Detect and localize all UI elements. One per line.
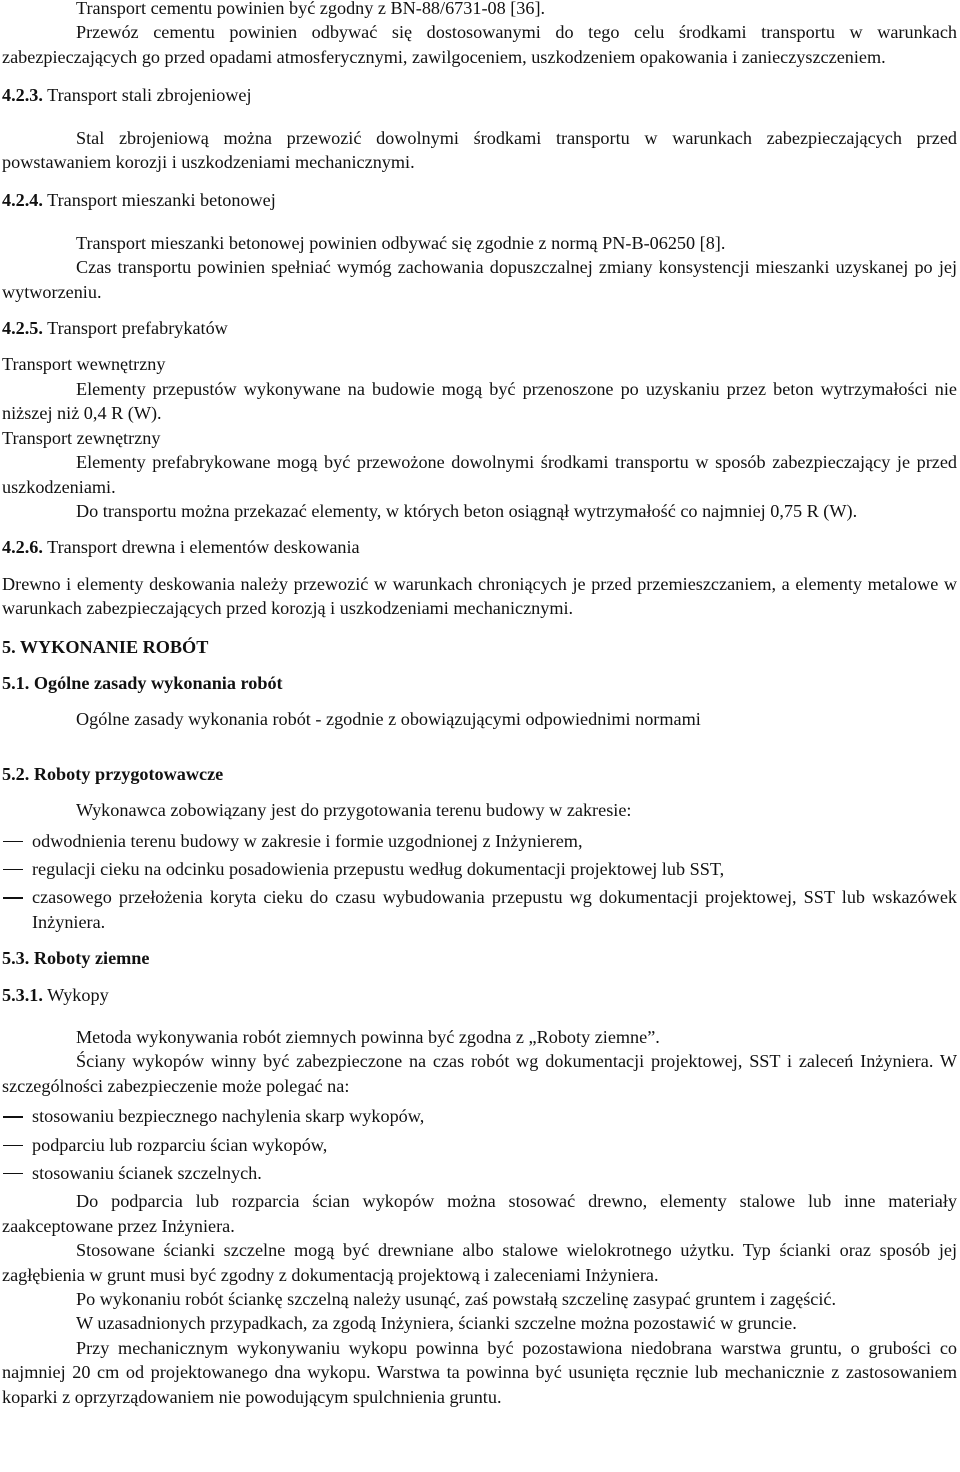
internal-transport-label: Transport wewnętrzny xyxy=(2,354,166,375)
internal-transport-paragraph: Elementy przepustów wykonywane na budowie mogą być przenoszone po uzyskaniu przez beton wytrzymałości nie niższej niż 0,4 R (W). xyxy=(2,378,957,424)
section-title: Transport drewna i elementów deskowania xyxy=(47,537,360,558)
section-5-3-heading: 5.3. Roboty ziemne xyxy=(2,948,150,969)
sheet-removal-paragraph: Po wykonaniu robót ściankę szczelną należy usunąć, zaś powstałą szczelinę zasypać gruntem i zagęścić. xyxy=(76,1289,837,1310)
section-4-2-6-heading xyxy=(2,535,957,559)
list-item: czasowego przełożenia koryta cieku do czasu wybudowania przepustu wg dokumentacji projektowej, SST lub wskazówek Inżyniera. xyxy=(2,885,957,934)
section-5-heading: 5. WYKONANIE ROBÓT xyxy=(2,636,209,657)
section-title: Transport mieszanki betonowej xyxy=(47,190,276,211)
section-number: 4.2.4. xyxy=(2,190,43,211)
section-title: Wykopy xyxy=(47,984,109,1005)
cement-standard-paragraph: Transport cementu powinien być zgodny z BN-88/6731-08 [36]. xyxy=(76,0,546,18)
preparation-list xyxy=(2,829,957,935)
section-5-3-1-heading xyxy=(2,983,957,1007)
external-transport-label: Transport zewnętrzny xyxy=(2,427,161,448)
section-5-1-heading: 5.1. Ogólne zasady wykonania robót xyxy=(2,672,283,693)
sheet-piling-paragraph: Stosowane ścianki szczelne mogą być drewniane albo stalowe wielokrotnego użytku. Typ ścianki oraz sposób jej zagłębienia w grunt musi być zgodny z dokumentacją projektową i zaleceniami Inżyniera. xyxy=(2,1240,957,1285)
mechanical-excavation-paragraph: Przy mechanicznym wykonywaniu wykopu powinna być pozostawiona niedobrana warstwa gruntu, o grubości co najmniej 20 cm od projektowanego dna wykopu. Warstwa ta powinna być usunięta ręcznie lub mechanicznie z zastosowaniem koparki z oprzyrządowaniem nie powodującym spulchnienia gruntu. xyxy=(2,1337,957,1407)
wall-protection-list xyxy=(2,1104,957,1185)
mix-transport-paragraph: Transport mieszanki betonowej powinien odbywać się zgodnie z normą PN-B-06250 [8]. xyxy=(76,232,726,253)
excavation-method-paragraph: Metoda wykonywania robót ziemnych powinna być zgodna z „Roboty ziemne”. xyxy=(76,1027,660,1047)
cement-transport-paragraph: Przewóz cementu powinien odbywać się dostosowanymi do tego celu środkami transportu w warunkach zabezpieczających go przed opadami atmosferycznymi, zawilgoceniem, uszkodzeniem opakowania i zanieczyszczeniem. xyxy=(2,22,957,67)
section-title: Transport stali zbrojeniowej xyxy=(47,85,252,106)
external-transport-strength-paragraph: Do transportu można przekazać elementy, w których beton osiągnął wytrzymałość co najmniej 0,75 R (W). xyxy=(76,500,858,521)
support-materials-paragraph: Do podparcia lub rozparcia ścian wykopów można stosować drewno, elementy stalowe lub inne materiały zaakceptowane przez Inżyniera. xyxy=(2,1191,957,1236)
steel-transport-paragraph: Stal zbrojeniową można przewozić dowolnymi środkami transportu w warunkach zabezpieczających przed powstawaniem korozji i uszkodzeniami mechanicznymi. xyxy=(2,127,957,173)
list-item: stosowaniu bezpiecznego nachylenia skarp wykopów, xyxy=(2,1104,957,1128)
wood-transport-paragraph: Drewno i elementy deskowania należy przewozić w warunkach chroniących je przed przemieszczaniem, a elementy metalowe w warunkach zabezpieczających przed korozją i uszkodzeniami mechanicznymi. xyxy=(2,573,957,619)
sheet-leave-paragraph: W uzasadnionych przypadkach, za zgodą Inżyniera, ścianki szczelne można pozostawić w gruncie. xyxy=(76,1313,797,1334)
external-transport-paragraph: Elementy prefabrykowane mogą być przewożone dowolnymi środkami transportu w sposób zabezpieczający je przed uszkodzeniami. xyxy=(2,452,957,497)
excavation-walls-paragraph: Ściany wykopów winny być zabezpieczone na czas robót wg dokumentacji projektowej, SST i zaleceń Inżyniera. W szczególności zabezpieczenie może polegać na: xyxy=(2,1051,957,1096)
general-rules-paragraph: Ogólne zasady wykonania robót - zgodnie z obowiązującymi odpowiednimi normami xyxy=(76,709,701,730)
list-item: regulacji cieku na odcinku posadowienia przepustu według dokumentacji projektowej lub SST, xyxy=(2,857,957,881)
section-4-2-4-heading xyxy=(2,188,957,212)
section-4-2-3-heading xyxy=(2,83,957,107)
list-item: stosowaniu ścianek szczelnych. xyxy=(2,1161,957,1185)
section-number: 4.2.3. xyxy=(2,85,43,106)
section-number: 4.2.6. xyxy=(2,537,43,558)
section-4-2-5-heading xyxy=(2,316,957,340)
section-5-2-heading: 5.2. Roboty przygotowawcze xyxy=(2,763,224,784)
preparation-intro-paragraph: Wykonawca zobowiązany jest do przygotowania terenu budowy w zakresie: xyxy=(76,800,632,821)
list-item: odwodnienia terenu budowy w zakresie i formie uzgodnionej z Inżynierem, xyxy=(2,829,957,853)
mix-time-paragraph: Czas transportu powinien spełniać wymóg zachowania dopuszczalnej zmiany konsystencji mieszanki uzyskanej po jej wytworzeniu. xyxy=(2,257,957,302)
section-number: 5.3.1. xyxy=(2,984,43,1005)
section-number: 4.2.5. xyxy=(2,318,43,339)
list-item: podparciu lub rozparciu ścian wykopów, xyxy=(2,1133,957,1157)
section-title: Transport prefabrykatów xyxy=(47,318,228,339)
